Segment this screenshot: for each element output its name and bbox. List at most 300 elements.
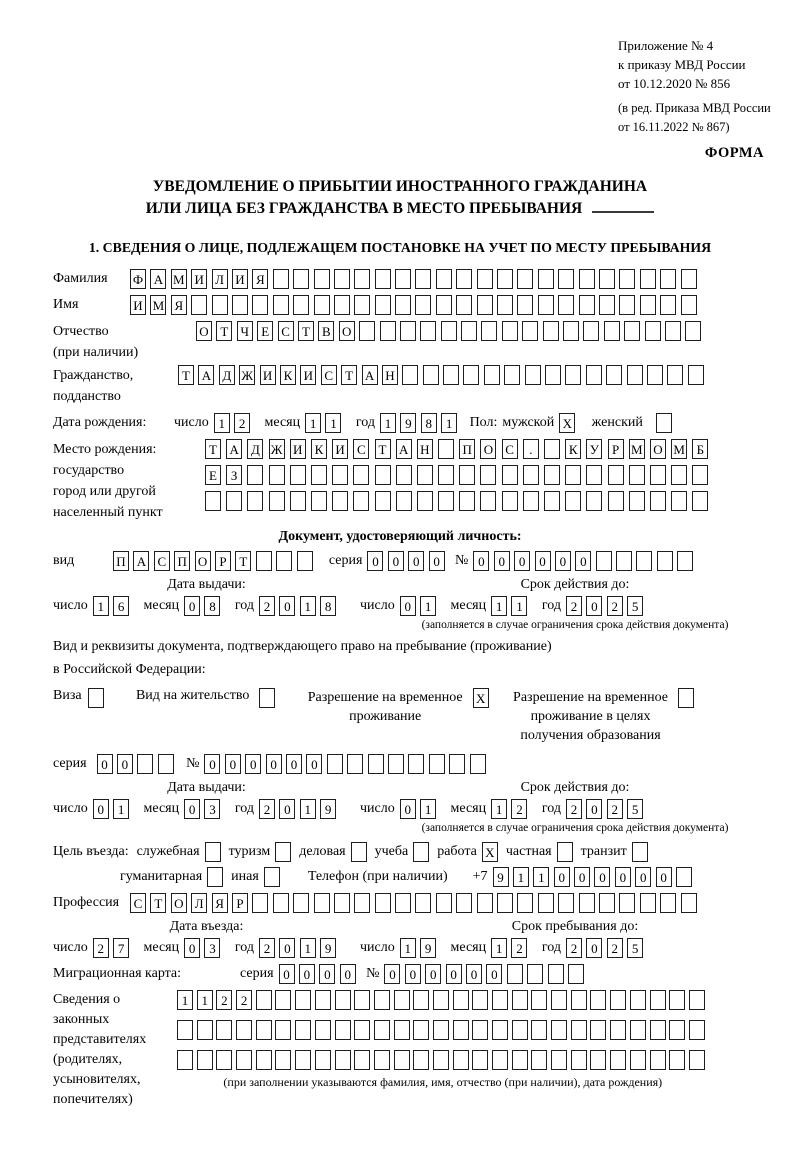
char-cell[interactable]: 0 bbox=[586, 799, 602, 819]
char-cell[interactable] bbox=[354, 269, 370, 289]
char-cell[interactable] bbox=[375, 491, 391, 511]
char-cell[interactable] bbox=[517, 269, 533, 289]
char-cell[interactable] bbox=[354, 990, 370, 1010]
char-cell[interactable] bbox=[459, 465, 475, 485]
char-cell[interactable] bbox=[275, 1020, 291, 1040]
char-cell[interactable] bbox=[548, 964, 564, 984]
char-cell[interactable]: 1 bbox=[491, 799, 507, 819]
char-cell[interactable] bbox=[558, 269, 574, 289]
char-cell[interactable] bbox=[276, 551, 292, 571]
char-cell[interactable]: У bbox=[586, 439, 602, 459]
char-cell[interactable] bbox=[531, 990, 547, 1010]
char-cell[interactable]: А bbox=[226, 439, 242, 459]
char-cell[interactable] bbox=[527, 964, 543, 984]
char-cell[interactable] bbox=[507, 964, 523, 984]
char-cell[interactable]: 0 bbox=[405, 964, 421, 984]
char-cell[interactable] bbox=[311, 465, 327, 485]
char-cell[interactable]: 0 bbox=[279, 799, 295, 819]
char-cell[interactable] bbox=[650, 990, 666, 1010]
char-cell[interactable]: 1 bbox=[113, 799, 129, 819]
char-cell[interactable] bbox=[334, 893, 350, 913]
char-cell[interactable]: О bbox=[339, 321, 355, 341]
char-cell[interactable]: А bbox=[362, 365, 378, 385]
char-cell[interactable]: 1 bbox=[513, 867, 529, 887]
char-cell[interactable] bbox=[177, 1050, 193, 1070]
char-cell[interactable]: Т bbox=[216, 321, 232, 341]
char-cell[interactable]: 0 bbox=[429, 551, 445, 571]
char-cell[interactable] bbox=[517, 893, 533, 913]
char-cell[interactable] bbox=[551, 1050, 567, 1070]
char-cell[interactable]: 0 bbox=[555, 551, 571, 571]
stay-year-boxes[interactable] bbox=[566, 938, 648, 958]
char-cell[interactable]: Е bbox=[205, 465, 221, 485]
char-cell[interactable]: 1 bbox=[511, 596, 527, 616]
char-cell[interactable]: И bbox=[130, 295, 146, 315]
char-cell[interactable] bbox=[610, 1050, 626, 1070]
char-cell[interactable]: 0 bbox=[319, 964, 335, 984]
char-cell[interactable]: П bbox=[174, 551, 190, 571]
char-cell[interactable]: 1 bbox=[214, 413, 230, 433]
char-cell[interactable]: 2 bbox=[566, 799, 582, 819]
char-cell[interactable] bbox=[453, 1020, 469, 1040]
char-cell[interactable] bbox=[295, 1050, 311, 1070]
char-cell[interactable] bbox=[502, 465, 518, 485]
char-cell[interactable]: Т bbox=[375, 439, 391, 459]
char-cell[interactable]: Н bbox=[382, 365, 398, 385]
res-valid-day-boxes[interactable] bbox=[400, 799, 441, 819]
char-cell[interactable] bbox=[158, 754, 174, 774]
char-cell[interactable] bbox=[375, 295, 391, 315]
char-cell[interactable] bbox=[504, 365, 520, 385]
char-cell[interactable] bbox=[295, 1020, 311, 1040]
char-cell[interactable]: И bbox=[332, 439, 348, 459]
doc-series-boxes[interactable] bbox=[367, 551, 449, 571]
char-cell[interactable] bbox=[477, 269, 493, 289]
transit-checkbox[interactable] bbox=[627, 842, 648, 862]
char-cell[interactable] bbox=[375, 269, 391, 289]
char-cell[interactable]: Т bbox=[298, 321, 314, 341]
char-cell[interactable] bbox=[315, 990, 331, 1010]
char-cell[interactable] bbox=[354, 1050, 370, 1070]
char-cell[interactable] bbox=[604, 321, 620, 341]
char-cell[interactable] bbox=[681, 893, 697, 913]
doc-kind-boxes[interactable] bbox=[113, 551, 317, 571]
char-cell[interactable]: И bbox=[300, 365, 316, 385]
char-cell[interactable] bbox=[275, 1050, 291, 1070]
char-cell[interactable] bbox=[689, 1020, 705, 1040]
char-cell[interactable]: 3 bbox=[204, 938, 220, 958]
char-cell[interactable] bbox=[531, 1050, 547, 1070]
char-cell[interactable] bbox=[480, 491, 496, 511]
char-cell[interactable] bbox=[413, 1020, 429, 1040]
char-cell[interactable] bbox=[689, 990, 705, 1010]
char-cell[interactable] bbox=[619, 295, 635, 315]
char-cell[interactable]: О bbox=[196, 321, 212, 341]
char-cell[interactable] bbox=[538, 295, 554, 315]
char-cell[interactable]: Ф bbox=[130, 269, 146, 289]
char-cell[interactable] bbox=[415, 893, 431, 913]
char-cell[interactable]: 0 bbox=[93, 799, 109, 819]
char-cell[interactable]: 0 bbox=[97, 754, 113, 774]
char-cell[interactable] bbox=[247, 491, 263, 511]
char-cell[interactable]: 1 bbox=[197, 990, 213, 1010]
char-cell[interactable]: 9 bbox=[420, 938, 436, 958]
char-cell[interactable] bbox=[667, 365, 683, 385]
char-cell[interactable] bbox=[295, 990, 311, 1010]
char-cell[interactable] bbox=[438, 439, 454, 459]
char-cell[interactable]: О bbox=[195, 551, 211, 571]
char-cell[interactable] bbox=[671, 465, 687, 485]
study-checkbox[interactable] bbox=[408, 842, 429, 862]
char-cell[interactable] bbox=[579, 893, 595, 913]
char-cell[interactable] bbox=[571, 990, 587, 1010]
char-cell[interactable]: Б bbox=[692, 439, 708, 459]
char-cell[interactable] bbox=[347, 754, 363, 774]
char-cell[interactable] bbox=[354, 1020, 370, 1040]
char-cell[interactable]: 0 bbox=[586, 596, 602, 616]
char-cell[interactable]: 1 bbox=[400, 938, 416, 958]
char-cell[interactable]: 1 bbox=[441, 413, 457, 433]
char-cell[interactable] bbox=[579, 269, 595, 289]
char-cell[interactable]: Н bbox=[417, 439, 433, 459]
char-cell[interactable] bbox=[610, 990, 626, 1010]
res-valid-year-boxes[interactable] bbox=[566, 799, 648, 819]
char-cell[interactable] bbox=[660, 295, 676, 315]
char-cell[interactable] bbox=[660, 269, 676, 289]
char-cell[interactable] bbox=[394, 990, 410, 1010]
char-cell[interactable] bbox=[441, 321, 457, 341]
res-issue-year-boxes[interactable] bbox=[259, 799, 341, 819]
char-cell[interactable] bbox=[627, 365, 643, 385]
char-cell[interactable]: 1 bbox=[491, 938, 507, 958]
char-cell[interactable] bbox=[650, 465, 666, 485]
residence-series-boxes[interactable] bbox=[97, 754, 179, 774]
char-cell[interactable] bbox=[420, 321, 436, 341]
char-cell[interactable] bbox=[327, 754, 343, 774]
char-cell[interactable] bbox=[688, 365, 704, 385]
char-cell[interactable]: 2 bbox=[566, 938, 582, 958]
char-cell[interactable]: С bbox=[502, 439, 518, 459]
char-cell[interactable]: С bbox=[278, 321, 294, 341]
char-cell[interactable] bbox=[395, 269, 411, 289]
char-cell[interactable]: И bbox=[232, 269, 248, 289]
char-cell[interactable] bbox=[293, 893, 309, 913]
char-cell[interactable] bbox=[619, 269, 635, 289]
citizenship-boxes[interactable] bbox=[178, 365, 708, 385]
char-cell[interactable]: М bbox=[150, 295, 166, 315]
res-issue-day-boxes[interactable] bbox=[93, 799, 134, 819]
char-cell[interactable] bbox=[544, 439, 560, 459]
char-cell[interactable] bbox=[665, 321, 681, 341]
char-cell[interactable]: Ж bbox=[239, 365, 255, 385]
char-cell[interactable] bbox=[438, 465, 454, 485]
char-cell[interactable] bbox=[463, 365, 479, 385]
char-cell[interactable] bbox=[657, 551, 673, 571]
char-cell[interactable] bbox=[586, 365, 602, 385]
char-cell[interactable] bbox=[480, 465, 496, 485]
char-cell[interactable] bbox=[590, 990, 606, 1010]
char-cell[interactable] bbox=[456, 269, 472, 289]
char-cell[interactable] bbox=[269, 491, 285, 511]
char-cell[interactable] bbox=[375, 465, 391, 485]
representatives-boxes-row3[interactable] bbox=[177, 1050, 709, 1070]
char-cell[interactable]: С bbox=[154, 551, 170, 571]
char-cell[interactable]: А bbox=[198, 365, 214, 385]
char-cell[interactable] bbox=[252, 893, 268, 913]
business-checkbox[interactable] bbox=[346, 842, 367, 862]
char-cell[interactable]: 0 bbox=[204, 754, 220, 774]
char-cell[interactable] bbox=[226, 491, 242, 511]
char-cell[interactable] bbox=[624, 321, 640, 341]
char-cell[interactable] bbox=[415, 269, 431, 289]
char-cell[interactable] bbox=[590, 1050, 606, 1070]
char-cell[interactable] bbox=[492, 1050, 508, 1070]
birth-place-boxes-row2[interactable] bbox=[205, 465, 714, 485]
char-cell[interactable] bbox=[692, 491, 708, 511]
char-cell[interactable] bbox=[197, 1050, 213, 1070]
char-cell[interactable]: Ч bbox=[237, 321, 253, 341]
char-cell[interactable] bbox=[677, 551, 693, 571]
char-cell[interactable]: 2 bbox=[216, 990, 232, 1010]
birth-month-boxes[interactable] bbox=[305, 413, 346, 433]
char-cell[interactable] bbox=[531, 1020, 547, 1040]
char-cell[interactable] bbox=[191, 295, 207, 315]
char-cell[interactable]: М bbox=[629, 439, 645, 459]
char-cell[interactable] bbox=[681, 295, 697, 315]
char-cell[interactable]: 2 bbox=[259, 596, 275, 616]
char-cell[interactable]: X bbox=[482, 842, 498, 862]
char-cell[interactable]: 1 bbox=[380, 413, 396, 433]
char-cell[interactable] bbox=[374, 1020, 390, 1040]
char-cell[interactable]: 0 bbox=[367, 551, 383, 571]
char-cell[interactable]: З bbox=[226, 465, 242, 485]
char-cell[interactable] bbox=[669, 990, 685, 1010]
char-cell[interactable] bbox=[247, 465, 263, 485]
other-checkbox[interactable] bbox=[259, 867, 280, 887]
char-cell[interactable]: 9 bbox=[400, 413, 416, 433]
char-cell[interactable]: 0 bbox=[535, 551, 551, 571]
char-cell[interactable] bbox=[438, 491, 454, 511]
char-cell[interactable]: А bbox=[150, 269, 166, 289]
char-cell[interactable] bbox=[212, 295, 228, 315]
char-cell[interactable] bbox=[538, 893, 554, 913]
char-cell[interactable] bbox=[413, 842, 429, 862]
char-cell[interactable] bbox=[252, 295, 268, 315]
char-cell[interactable]: 0 bbox=[184, 938, 200, 958]
id-issue-month-boxes[interactable] bbox=[184, 596, 225, 616]
humanitarian-checkbox[interactable] bbox=[202, 867, 223, 887]
mc-series-boxes[interactable] bbox=[279, 964, 361, 984]
char-cell[interactable] bbox=[543, 321, 559, 341]
char-cell[interactable]: 2 bbox=[511, 799, 527, 819]
char-cell[interactable] bbox=[656, 413, 672, 433]
char-cell[interactable]: С bbox=[130, 893, 146, 913]
stay-month-boxes[interactable] bbox=[491, 938, 532, 958]
char-cell[interactable] bbox=[353, 465, 369, 485]
char-cell[interactable] bbox=[273, 893, 289, 913]
char-cell[interactable] bbox=[558, 295, 574, 315]
char-cell[interactable] bbox=[586, 465, 602, 485]
work-checkbox[interactable] bbox=[477, 842, 498, 862]
char-cell[interactable] bbox=[400, 321, 416, 341]
char-cell[interactable]: 5 bbox=[627, 596, 643, 616]
char-cell[interactable] bbox=[205, 842, 221, 862]
char-cell[interactable]: Л bbox=[191, 893, 207, 913]
char-cell[interactable]: 0 bbox=[286, 754, 302, 774]
char-cell[interactable]: X bbox=[473, 688, 489, 708]
char-cell[interactable] bbox=[558, 893, 574, 913]
char-cell[interactable] bbox=[273, 269, 289, 289]
char-cell[interactable]: 0 bbox=[266, 754, 282, 774]
char-cell[interactable] bbox=[568, 964, 584, 984]
char-cell[interactable] bbox=[394, 1050, 410, 1070]
char-cell[interactable] bbox=[388, 754, 404, 774]
char-cell[interactable] bbox=[616, 551, 632, 571]
char-cell[interactable]: . bbox=[523, 439, 539, 459]
char-cell[interactable] bbox=[216, 1050, 232, 1070]
char-cell[interactable]: Т bbox=[341, 365, 357, 385]
char-cell[interactable] bbox=[472, 990, 488, 1010]
char-cell[interactable] bbox=[354, 295, 370, 315]
char-cell[interactable]: 2 bbox=[259, 799, 275, 819]
char-cell[interactable] bbox=[586, 491, 602, 511]
char-cell[interactable] bbox=[669, 1020, 685, 1040]
char-cell[interactable] bbox=[256, 551, 272, 571]
char-cell[interactable]: 0 bbox=[635, 867, 651, 887]
char-cell[interactable] bbox=[632, 842, 648, 862]
char-cell[interactable]: Т bbox=[205, 439, 221, 459]
char-cell[interactable] bbox=[619, 893, 635, 913]
char-cell[interactable]: 0 bbox=[384, 964, 400, 984]
char-cell[interactable] bbox=[429, 754, 445, 774]
char-cell[interactable]: Я bbox=[212, 893, 228, 913]
char-cell[interactable] bbox=[436, 893, 452, 913]
char-cell[interactable]: 1 bbox=[491, 596, 507, 616]
char-cell[interactable]: П bbox=[113, 551, 129, 571]
char-cell[interactable]: 0 bbox=[408, 551, 424, 571]
char-cell[interactable]: 0 bbox=[184, 799, 200, 819]
char-cell[interactable] bbox=[413, 990, 429, 1010]
entry-day-boxes[interactable] bbox=[93, 938, 134, 958]
char-cell[interactable]: Е bbox=[257, 321, 273, 341]
char-cell[interactable] bbox=[335, 990, 351, 1010]
char-cell[interactable] bbox=[660, 893, 676, 913]
char-cell[interactable] bbox=[610, 1020, 626, 1040]
char-cell[interactable] bbox=[269, 465, 285, 485]
char-cell[interactable] bbox=[481, 321, 497, 341]
char-cell[interactable] bbox=[671, 491, 687, 511]
char-cell[interactable] bbox=[375, 893, 391, 913]
char-cell[interactable] bbox=[417, 465, 433, 485]
char-cell[interactable] bbox=[497, 295, 513, 315]
char-cell[interactable]: 0 bbox=[575, 551, 591, 571]
char-cell[interactable] bbox=[256, 990, 272, 1010]
char-cell[interactable] bbox=[636, 551, 652, 571]
char-cell[interactable]: Р bbox=[608, 439, 624, 459]
char-cell[interactable] bbox=[579, 295, 595, 315]
char-cell[interactable] bbox=[216, 1020, 232, 1040]
char-cell[interactable]: 9 bbox=[493, 867, 509, 887]
residence-number-boxes[interactable] bbox=[204, 754, 489, 774]
char-cell[interactable]: Д bbox=[219, 365, 235, 385]
char-cell[interactable] bbox=[177, 1020, 193, 1040]
id-valid-month-boxes[interactable] bbox=[491, 596, 532, 616]
char-cell[interactable] bbox=[256, 1020, 272, 1040]
char-cell[interactable] bbox=[314, 295, 330, 315]
entry-month-boxes[interactable] bbox=[184, 938, 225, 958]
char-cell[interactable]: 0 bbox=[473, 551, 489, 571]
char-cell[interactable] bbox=[596, 551, 612, 571]
char-cell[interactable] bbox=[645, 321, 661, 341]
char-cell[interactable] bbox=[236, 1050, 252, 1070]
char-cell[interactable] bbox=[275, 990, 291, 1010]
char-cell[interactable] bbox=[273, 295, 289, 315]
char-cell[interactable] bbox=[293, 295, 309, 315]
char-cell[interactable] bbox=[544, 465, 560, 485]
char-cell[interactable]: 2 bbox=[234, 413, 250, 433]
char-cell[interactable] bbox=[512, 1020, 528, 1040]
char-cell[interactable] bbox=[502, 321, 518, 341]
char-cell[interactable] bbox=[314, 269, 330, 289]
char-cell[interactable] bbox=[394, 1020, 410, 1040]
char-cell[interactable]: 0 bbox=[279, 964, 295, 984]
char-cell[interactable] bbox=[470, 754, 486, 774]
entry-year-boxes[interactable] bbox=[259, 938, 341, 958]
char-cell[interactable] bbox=[551, 1020, 567, 1040]
char-cell[interactable] bbox=[415, 295, 431, 315]
char-cell[interactable] bbox=[236, 1020, 252, 1040]
id-issue-year-boxes[interactable] bbox=[259, 596, 341, 616]
char-cell[interactable] bbox=[629, 491, 645, 511]
char-cell[interactable] bbox=[453, 1050, 469, 1070]
char-cell[interactable]: 2 bbox=[607, 938, 623, 958]
char-cell[interactable] bbox=[502, 491, 518, 511]
char-cell[interactable] bbox=[551, 990, 567, 1010]
char-cell[interactable] bbox=[544, 491, 560, 511]
char-cell[interactable] bbox=[314, 893, 330, 913]
char-cell[interactable] bbox=[472, 1020, 488, 1040]
char-cell[interactable]: 0 bbox=[306, 754, 322, 774]
char-cell[interactable] bbox=[290, 465, 306, 485]
char-cell[interactable] bbox=[538, 269, 554, 289]
char-cell[interactable] bbox=[449, 754, 465, 774]
char-cell[interactable] bbox=[290, 491, 306, 511]
char-cell[interactable]: 2 bbox=[566, 596, 582, 616]
char-cell[interactable]: Р bbox=[215, 551, 231, 571]
char-cell[interactable] bbox=[640, 295, 656, 315]
char-cell[interactable] bbox=[395, 295, 411, 315]
female-checkbox[interactable] bbox=[656, 413, 676, 433]
stay-day-boxes[interactable] bbox=[400, 938, 441, 958]
char-cell[interactable] bbox=[477, 893, 493, 913]
char-cell[interactable] bbox=[606, 365, 622, 385]
char-cell[interactable] bbox=[374, 990, 390, 1010]
char-cell[interactable] bbox=[264, 867, 280, 887]
char-cell[interactable] bbox=[232, 295, 248, 315]
char-cell[interactable]: 0 bbox=[400, 596, 416, 616]
char-cell[interactable]: Т bbox=[178, 365, 194, 385]
char-cell[interactable] bbox=[88, 688, 104, 708]
char-cell[interactable]: П bbox=[459, 439, 475, 459]
char-cell[interactable] bbox=[456, 295, 472, 315]
char-cell[interactable] bbox=[413, 1050, 429, 1070]
char-cell[interactable] bbox=[522, 321, 538, 341]
char-cell[interactable]: 0 bbox=[594, 867, 610, 887]
char-cell[interactable]: 9 bbox=[320, 938, 336, 958]
char-cell[interactable]: И bbox=[290, 439, 306, 459]
char-cell[interactable] bbox=[678, 688, 694, 708]
char-cell[interactable] bbox=[676, 867, 692, 887]
